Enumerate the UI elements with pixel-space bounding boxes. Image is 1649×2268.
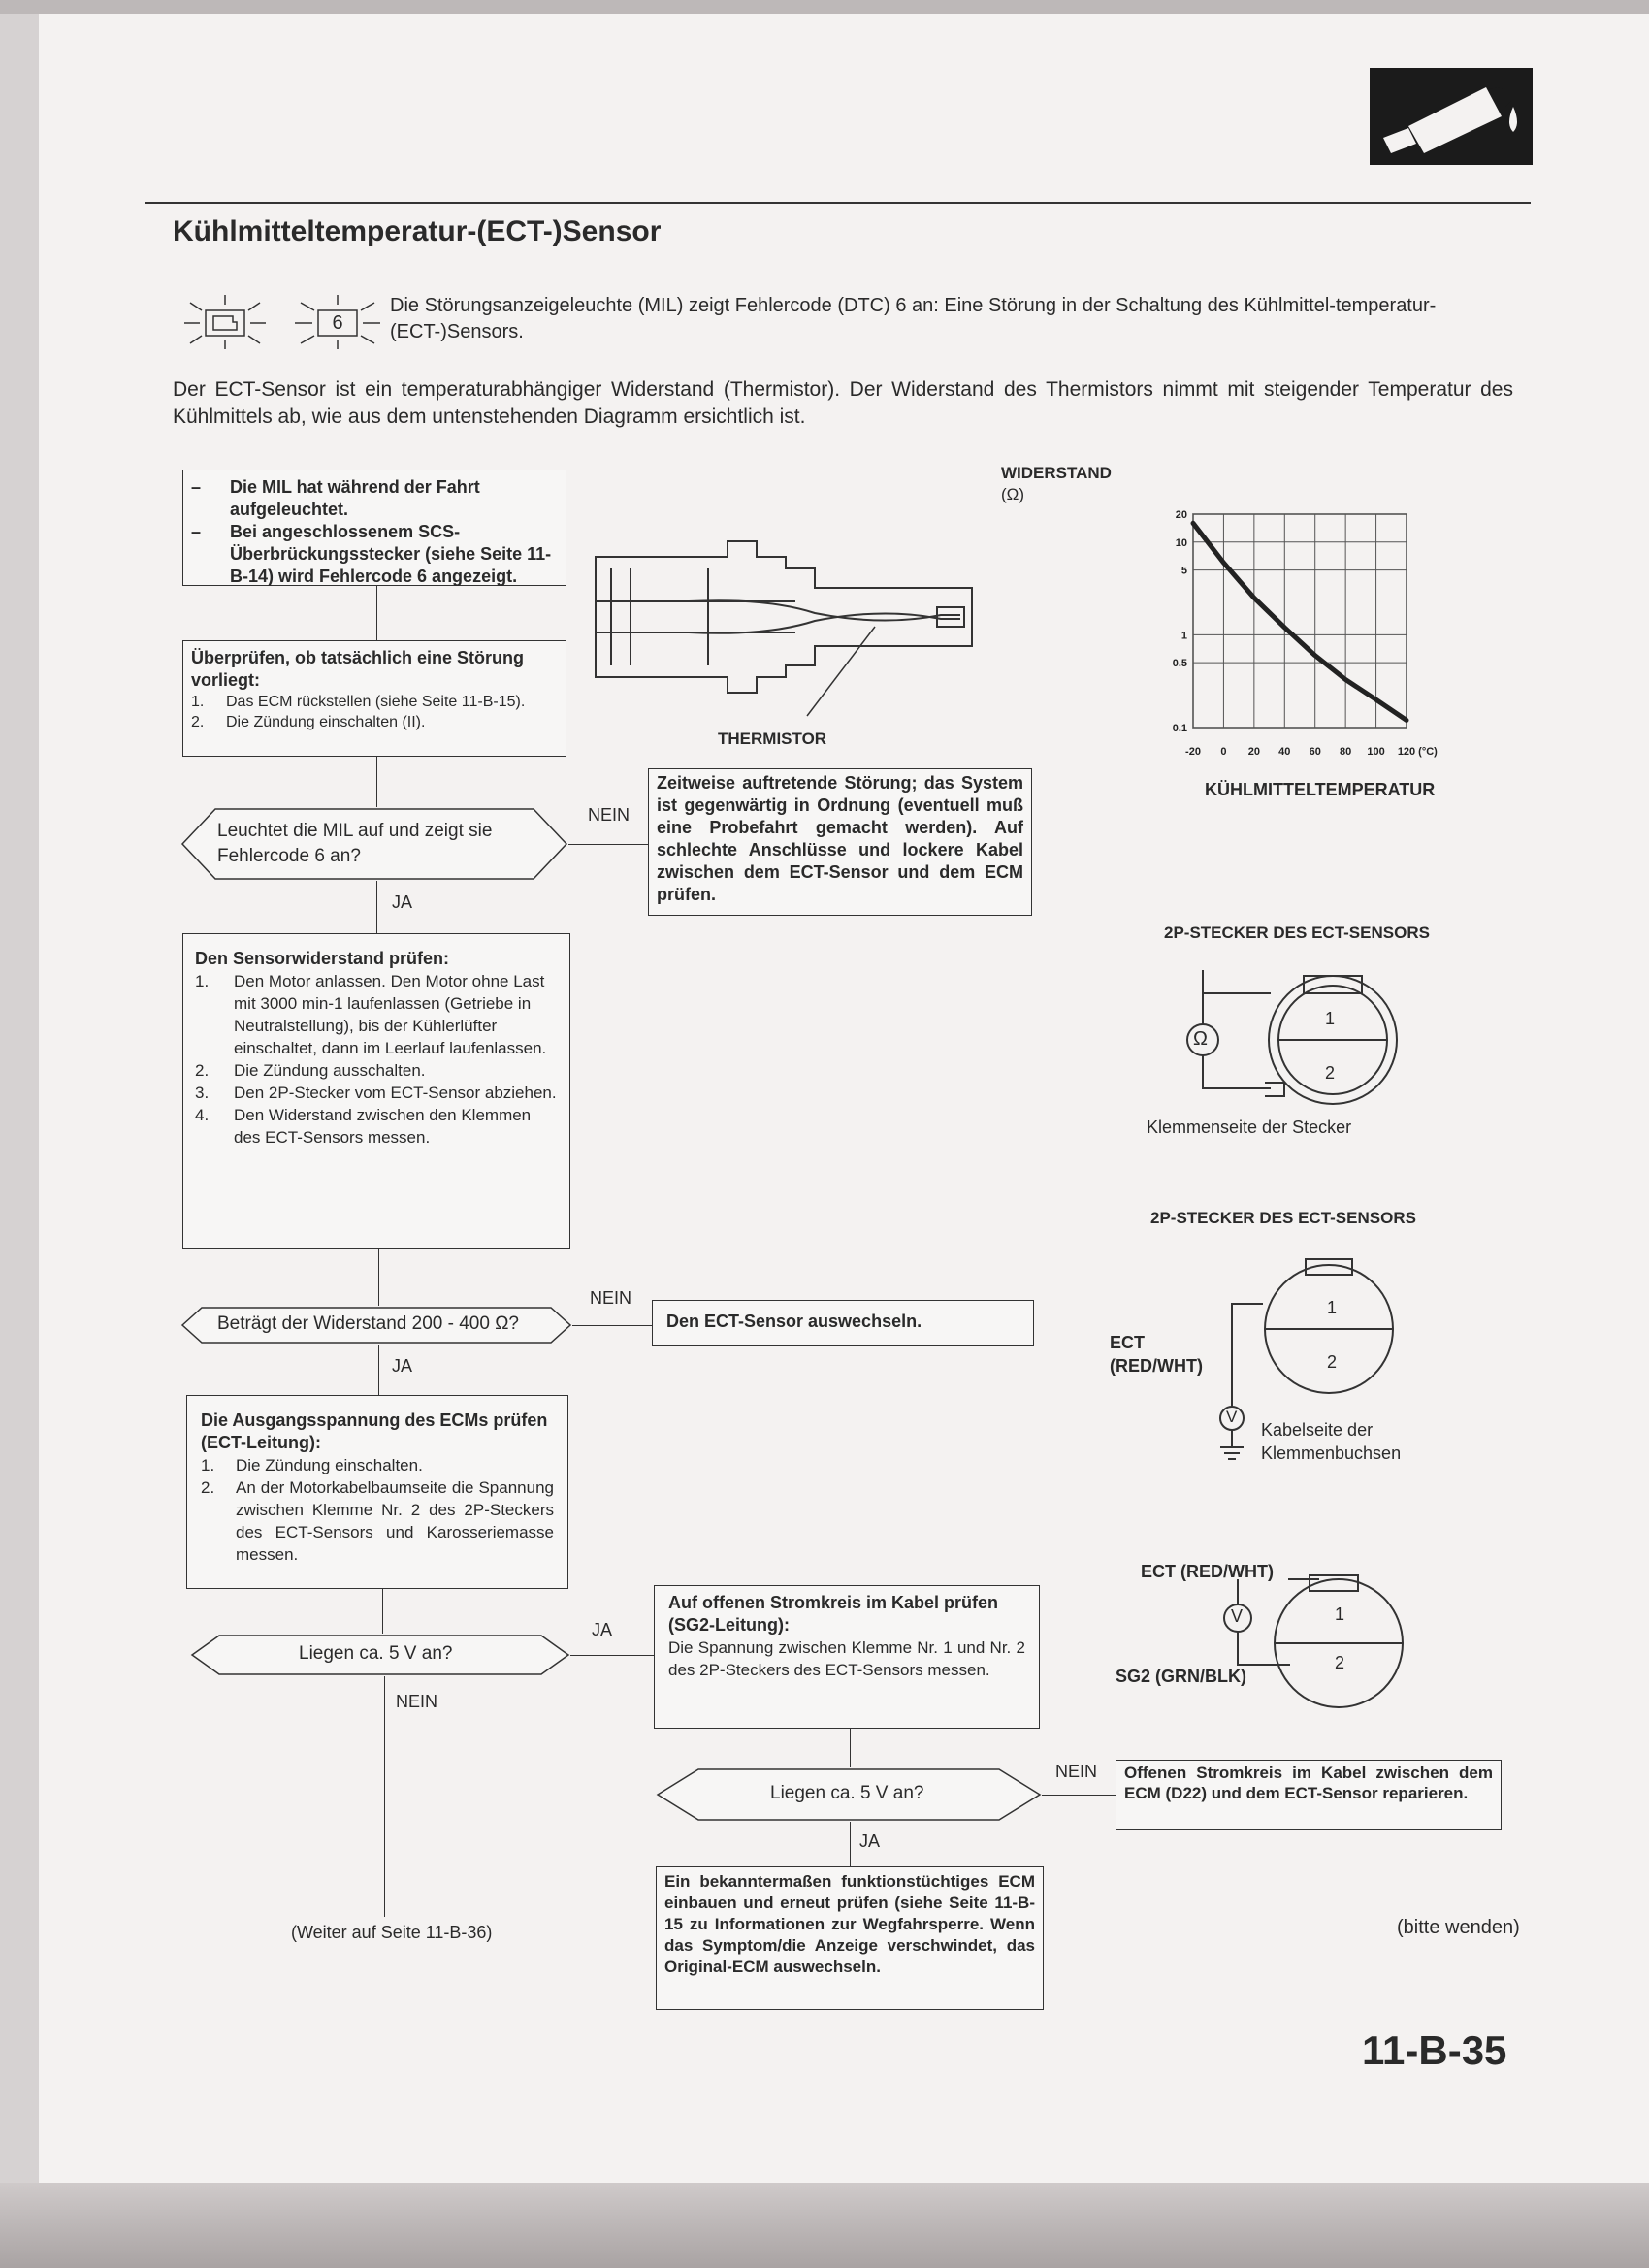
chart-ylabel: WIDERSTAND: [1001, 464, 1112, 482]
connector1-title: 2P-STECKER DES ECT-SENSORS: [1164, 923, 1430, 942]
output-voltage-box: Die Ausgangsspannung des ECMs prüfen (ECT-Leitung): 1. Die Zündung einschalten. 2. An der Motorkabelbaumseite die Spannung zwischen Klemme Nr. 2 des 2P-Steckers des ECT-Sensors und Karosseriemasse messen.: [186, 1395, 568, 1589]
voltmeter-icon-1: V: [1226, 1408, 1238, 1426]
decision-resistance-text: Beträgt der Widerstand 200 - 400 Ω?: [217, 1313, 519, 1334]
turn-page-note: (bitte wenden): [1397, 1917, 1520, 1938]
c1-pin-1: 1: [1325, 1009, 1336, 1028]
connector1-caption: Klemmenseite der Stecker: [1147, 1118, 1352, 1137]
ecm-replace-box: [656, 1866, 1044, 2010]
no-label-4: NEIN: [1055, 1762, 1098, 1781]
data-point: [1222, 561, 1225, 564]
sg2-label: SG2 (GRN/BLK): [1116, 1667, 1246, 1686]
data-point: [1374, 698, 1377, 701]
repair-box: [1116, 1760, 1502, 1830]
flow-line: [570, 1655, 654, 1656]
decision-5v-1-text: Liegen ca. 5 V an?: [299, 1643, 453, 1664]
flow-line: [376, 757, 377, 807]
page-title: Kühlmitteltemperatur-(ECT-)Sensor: [173, 215, 662, 247]
chart-frame: [1193, 514, 1406, 728]
intro-paragraph: Der ECT-Sensor ist ein temperaturabhängiger Widerstand (Thermistor). Der Widerstand des Thermistors nimmt mit steigender Temperatur des Kühlmittels ab, wie aus dem untenstehenden Diagramm ersichtlich ist.: [173, 378, 1513, 428]
decision-5v-1: [190, 1634, 570, 1676]
y-tick-label: 1: [1180, 630, 1187, 642]
x-tick-label: -20: [1185, 746, 1201, 758]
yes-label-1: JA: [392, 892, 413, 912]
flow-line: [376, 586, 377, 640]
replace-box: [652, 1300, 1034, 1346]
data-point: [1406, 719, 1408, 722]
thermistor-drawing: [592, 530, 980, 748]
data-point: [1313, 654, 1316, 657]
x-tick-label: 100: [1367, 746, 1385, 758]
intermittent-text: Zeitweise auftretende Störung; das System ist gegenwärtig in Ordnung (eventuell muß eine Probefahrt gemacht werden). Auf schlechte Anschlüsse und lockere Kabel zwischen dem ECT-Sensor und dem ECM prüfen.: [657, 773, 1023, 904]
c3-pin-2: 2: [1335, 1653, 1345, 1672]
resistance-step-4: Den Widerstand zwischen den Klemmen des ECT-Sensors messen.: [234, 1106, 532, 1147]
flow-line: [384, 1676, 385, 1917]
open-circuit-box: [654, 1585, 1040, 1729]
yes-label-4: JA: [859, 1831, 881, 1851]
ect-label-b: (RED/WHT): [1110, 1356, 1203, 1376]
replace-text: Den ECT-Sensor auswechseln.: [666, 1312, 922, 1331]
resistance-title: Den Sensorwiderstand prüfen:: [195, 949, 450, 968]
x-tick-label: 120: [1397, 746, 1416, 758]
resistance-check-box: Den Sensorwiderstand prüfen: 1. Den Motor anlassen. Den Motor ohne Last mit 3000 min-1 laufenlassen (Getriebe in Neutralstellung), bis der Kühlerlüfter einschaltet, dann im Leerlauf laufenlassen. 2. Die Zündung ausschalten. 3. Den 2P-Stecker vom ECT-Sensor abziehen. 4. Den Widerstand zwischen den Klemmen des ECT-Sensors messen.: [182, 933, 570, 1249]
decision-resistance: [180, 1306, 572, 1345]
output-voltage-title: Die Ausgangsspannung des ECMs prüfen (ECT-Leitung):: [201, 1410, 548, 1452]
symptom-1: Die MIL hat während der Fahrt aufgeleuchtet.: [230, 477, 480, 519]
x-tick-label: 60: [1309, 746, 1321, 758]
y-tick-label: 10: [1175, 536, 1187, 549]
no-label-2: NEIN: [590, 1288, 632, 1308]
heading-rule: [146, 202, 1531, 204]
ohm-meter-icon: Ω: [1193, 1028, 1208, 1050]
flow-line: [1042, 1795, 1116, 1796]
output-step-1: Die Zündung einschalten.: [236, 1456, 423, 1474]
fuel-nozzle-icon: [1370, 68, 1533, 165]
decision-mil-text: Leuchtet die MIL auf und zeigt sie Fehlercode 6 an?: [217, 821, 493, 866]
page-left-margin: [0, 0, 39, 2268]
connector2-title: 2P-STECKER DES ECT-SENSORS: [1150, 1209, 1416, 1227]
output-step-2: An der Motorkabelbaumseite die Spannung zwischen Klemme Nr. 2 des 2P-Steckers des ECT-Sensors und Karosseriemasse messen.: [236, 1478, 554, 1564]
verify-step-2: Die Zündung einschalten (II).: [226, 714, 426, 730]
decision-5v-2: [656, 1767, 1042, 1822]
x-tick-label: 80: [1340, 746, 1352, 758]
dtc-indicator-icon: [291, 293, 384, 351]
repair-text: Offenen Stromkreis im Kabel zwischen dem ECM (D22) und dem ECT-Sensor reparieren.: [1124, 1764, 1493, 1802]
page-top-shadow: [0, 0, 1649, 14]
data-point: [1192, 522, 1195, 525]
resistance-curve: [1193, 523, 1406, 720]
y-tick-label: 20: [1175, 509, 1187, 521]
flow-line: [850, 1729, 851, 1767]
c1-pin-2: 2: [1325, 1063, 1336, 1083]
resistance-step-3: Den 2P-Stecker vom ECT-Sensor abziehen.: [234, 1084, 557, 1102]
open-circuit-body: Die Spannung zwischen Klemme Nr. 1 und Nr. 2 des 2P-Steckers des ECT-Sensors messen.: [668, 1638, 1025, 1679]
chart-xlabel: KÜHLMITTELTEMPERATUR: [1205, 780, 1436, 799]
no-label-1: NEIN: [588, 805, 630, 825]
decision-5v-2-text: Liegen ca. 5 V an?: [770, 1783, 924, 1803]
verify-title: Überprüfen, ob tatsächlich eine Störung vorliegt:: [191, 648, 525, 690]
resistance-step-2: Die Zündung ausschalten.: [234, 1061, 426, 1080]
flow-line: [568, 844, 648, 845]
data-point: [1344, 678, 1347, 681]
intermittent-box: [648, 768, 1032, 916]
no-label-3: NEIN: [396, 1692, 438, 1711]
thermistor-label: THERMISTOR: [718, 729, 827, 748]
resistance-temperature-chart: [1145, 504, 1513, 786]
flow-line: [572, 1325, 652, 1326]
y-tick-label: 0.5: [1172, 658, 1187, 670]
x-unit-label: (°C): [1418, 746, 1438, 758]
flow-line: [382, 1589, 383, 1634]
c2-pin-1: 1: [1327, 1298, 1338, 1317]
x-tick-label: 40: [1278, 746, 1291, 758]
ect-label-a: ECT: [1110, 1333, 1145, 1352]
data-point: [1252, 597, 1255, 599]
x-tick-label: 0: [1220, 746, 1227, 758]
chart-yunit: (Ω): [1001, 485, 1025, 503]
verify-box: Überprüfen, ob tatsächlich eine Störung vorliegt: 1. Das ECM rückstellen (siehe Seite 11-B-15). 2. Die Zündung einschalten (II).: [182, 640, 566, 757]
y-tick-label: 0.1: [1172, 723, 1187, 734]
flow-line: [850, 1822, 851, 1866]
page-bottom-shadow: [0, 2183, 1649, 2268]
ect-label-3: ECT (RED/WHT): [1141, 1562, 1274, 1581]
resistance-step-1: Den Motor anlassen. Den Motor ohne Last mit 3000 min-1 laufenlassen (Getriebe in Neutralstellung), bis der Kühlerlüfter einschaltet, dann im Leerlauf laufenlassen.: [234, 972, 547, 1057]
flow-line: [378, 1345, 379, 1395]
c2-pin-2: 2: [1327, 1352, 1338, 1372]
x-tick-label: 20: [1247, 746, 1260, 758]
continue-note: (Weiter auf Seite 11-B-36): [291, 1923, 493, 1942]
connector1-diagram: [1164, 970, 1416, 1116]
symptom-box: – Die MIL hat während der Fahrt aufgeleuchtet. – Bei angeschlossenem SCS-Überbrückungsstecker (siehe Seite 11-B-14) wird Fehlercode 6 angezeigt.: [182, 470, 566, 586]
page-number: 11-B-35: [1362, 2027, 1507, 2073]
flow-line: [376, 881, 377, 933]
c3-pin-1: 1: [1335, 1604, 1345, 1624]
ecm-replace-text: Ein bekanntermaßen funktionstüchtiges ECM einbauen und erneut prüfen (siehe Seite 11-B-15 zu Informationen zur Wegfahrsperre. Wenn das Symptom/die Anzeige verschwindet, das Original-ECM auswechseln.: [664, 1872, 1035, 1976]
dtc-code: 6: [332, 312, 343, 334]
flow-line: [378, 1249, 379, 1306]
yes-label-3: JA: [592, 1620, 613, 1639]
yes-label-2: JA: [392, 1356, 413, 1376]
connector3-diagram: [1183, 1571, 1436, 1717]
decision-mil: [180, 807, 568, 881]
symptom-2: Bei angeschlossenem SCS-Überbrückungsstecker (siehe Seite 11-B-14) wird Fehlercode 6 angezeigt.: [230, 522, 552, 586]
verify-step-1: Das ECM rückstellen (siehe Seite 11-B-15).: [226, 694, 526, 710]
open-circuit-title: Auf offenen Stromkreis im Kabel prüfen (SG2-Leitung):: [668, 1593, 999, 1635]
data-point: [1283, 626, 1286, 629]
mil-engine-icon: [180, 293, 270, 356]
connector2-caption: Kabelseite der Klemmenbuchsen: [1261, 1420, 1402, 1463]
voltmeter-icon-2: V: [1231, 1606, 1244, 1626]
y-tick-label: 5: [1180, 565, 1187, 577]
mil-description: Die Störungsanzeigeleuchte (MIL) zeigt Fehlercode (DTC) 6 an: Eine Störung in der Schaltung des Kühlmittel-temperatur-(ECT-)Sensors.: [390, 295, 1437, 342]
